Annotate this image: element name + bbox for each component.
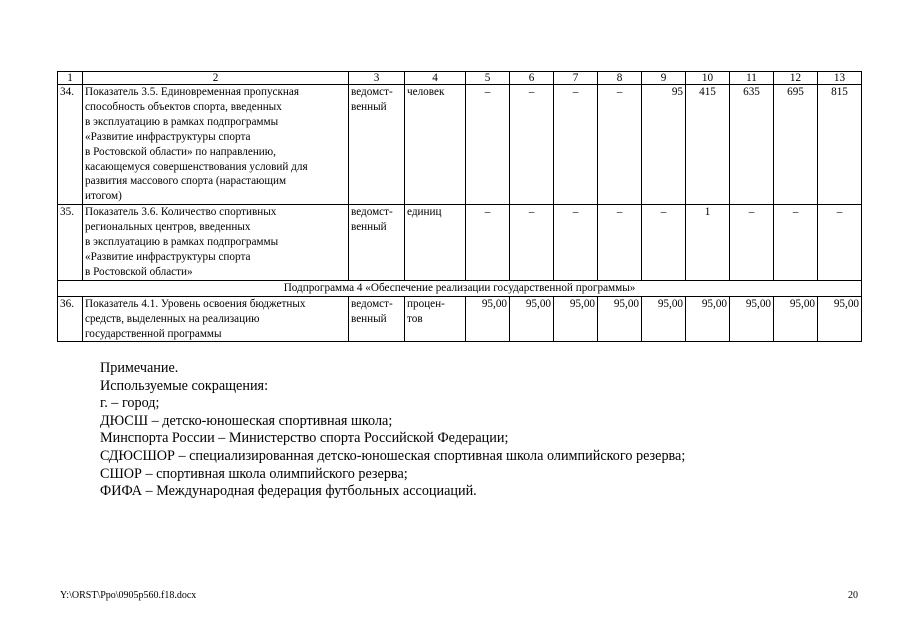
row-number: 34. [58,85,83,205]
note-item: СШОР – спортивная школа олимпийского резерва; [100,465,408,482]
value-cell: – [466,85,510,205]
table-row [58,296,862,342]
section-title: Подпрограмма 4 «Обеспечение реализации государственной программы» [58,280,862,296]
value-cell: 95,00 [598,296,642,342]
row-number: 36. [58,296,83,342]
section-row [58,280,862,296]
value-cell: – [598,85,642,205]
indicator-type: ведомст- венный [349,205,405,281]
notes-subtitle: Используемые сокращения: [100,377,269,394]
indicator-name: Показатель 3.5. Единовременная пропускная способность объектов спорта, введенных в эксплуатацию в рамках подпрограммы «Развитие инфраструктуры спорта в Ростовской области» по направлению, касающемуся совершенствования условий для развития массового спорта (нарастающим итогом) [83,85,349,205]
notes-block [100,360,685,501]
column-header: 4 [405,72,466,85]
indicator-type: ведомст- венный [349,85,405,205]
indicator-type: ведомст- венный [349,296,405,342]
table-row [58,85,862,205]
value-cell: – [818,205,862,281]
indicator-unit: человек [405,85,466,205]
value-cell: – [510,85,554,205]
note-item: ДЮСШ – детско-юношеская спортивная школа; [100,412,393,429]
value-cell: 95,00 [466,296,510,342]
value-cell: 95,00 [510,296,554,342]
value-cell: 95,00 [730,296,774,342]
note-item: ФИФА – Международная федерация футбольных ассоциаций. [100,483,477,500]
notes-title: Примечание. [100,360,179,376]
value-cell: – [510,205,554,281]
value-cell: 815 [818,85,862,205]
indicator-unit: единиц [405,205,466,281]
value-cell: 95,00 [686,296,730,342]
note-item: Минспорта России – Министерство спорта Российской Федерации; [100,430,509,447]
column-header: 3 [349,72,405,85]
value-cell: 95,00 [554,296,598,342]
column-header: 11 [730,72,774,85]
value-cell: 635 [730,85,774,205]
value-cell: 95 [642,85,686,205]
value-cell: 95,00 [818,296,862,342]
value-cell: – [642,205,686,281]
table-row [58,205,862,281]
column-header: 13 [818,72,862,85]
column-header: 5 [466,72,510,85]
value-cell: – [730,205,774,281]
value-cell: – [466,205,510,281]
column-header: 1 [58,72,83,85]
value-cell: 415 [686,85,730,205]
column-header: 2 [83,72,349,85]
note-item: г. – город; [100,395,160,412]
column-header: 10 [686,72,730,85]
note-item: СДЮСШОР – специализированная детско-юношеская спортивная школа олимпийского резерва; [100,447,686,464]
value-cell: – [554,205,598,281]
indicator-table [57,71,862,342]
value-cell: – [774,205,818,281]
indicator-name: Показатель 4.1. Уровень освоения бюджетных средств, выделенных на реализацию государственной программы [83,296,349,342]
column-header: 7 [554,72,598,85]
value-cell: 695 [774,85,818,205]
indicator-name: Показатель 3.6. Количество спортивных региональных центров, введенных в эксплуатацию в рамках подпрограммы «Развитие инфраструктуры спорта в Ростовской области» [83,205,349,281]
footer-file-path: Y:\ORST\Ppo\0905p560.f18.docx [60,590,197,601]
value-cell: – [598,205,642,281]
page-number: 20 [848,590,858,601]
column-header: 8 [598,72,642,85]
indicator-unit: процен- тов [405,296,466,342]
column-header: 12 [774,72,818,85]
row-number: 35. [58,205,83,281]
table-header-row [58,72,862,85]
value-cell: – [554,85,598,205]
column-header: 6 [510,72,554,85]
value-cell: 95,00 [642,296,686,342]
value-cell: 95,00 [774,296,818,342]
value-cell: 1 [686,205,730,281]
column-header: 9 [642,72,686,85]
